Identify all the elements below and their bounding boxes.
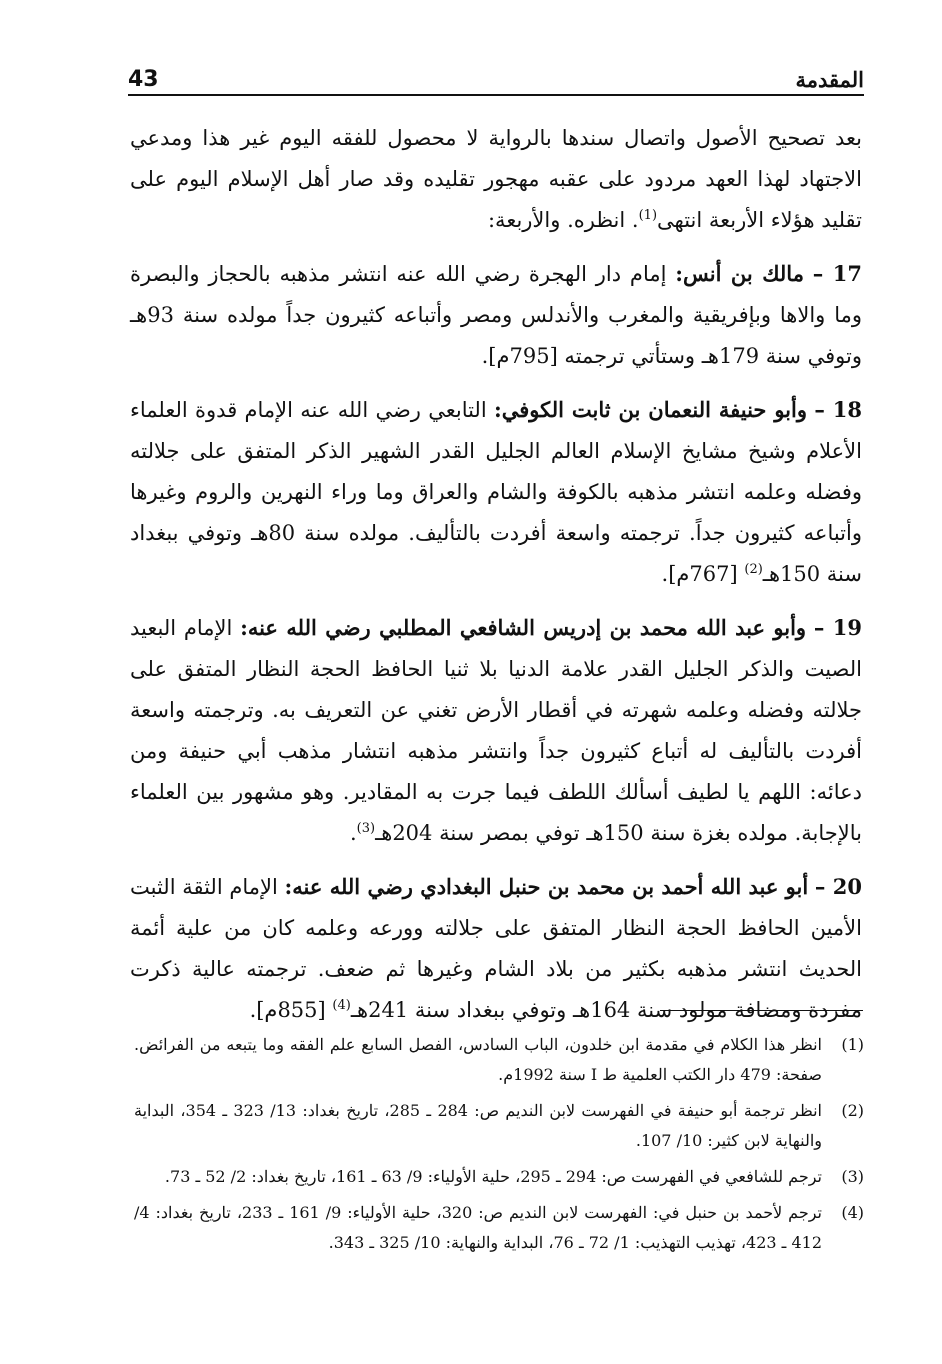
footnote-number: (4)	[841, 1203, 864, 1222]
footnote	[134, 1198, 864, 1258]
footnote-text: ترجم لأحمد بن حنبل في: الفهرست لابن النديم ص: 320، حلية الأولياء: 9/ 161 ـ 233، تاريخ بغداد: 4/ 412 ـ 423، تهذيب التهذيب: 1/ 72 ـ 76، البداية والنهاية: 10/ 325 ـ 343.	[134, 1203, 822, 1252]
footnote-text: ترجم للشافعي في الفهرست ص: 294 ـ 295، حلية الأولياء: 9/ 63 ـ 161، تاريخ بغداد: 2/ 52 ـ 73.	[164, 1167, 822, 1186]
main-text	[130, 118, 862, 1043]
footnote	[134, 1030, 864, 1090]
entry-text-end: [767م].	[661, 562, 745, 586]
footnote-number: (2)	[841, 1101, 864, 1120]
entry-text: إمام دار الهجرة رضي الله عنه انتشر مذهبه بالحجاز والبصرة وما والاها وبإفريقية والمغرب والأندلس ومصر وأتباعه كثيرون جداً مولده سنة 93هـ وتوفي سنة 179هـ وستأتي ترجمته [795م].	[130, 262, 862, 368]
intro-end: . انظره. والأربعة:	[487, 208, 639, 232]
footnote-number: (1)	[841, 1035, 864, 1054]
footnote	[134, 1096, 864, 1156]
entry-name: أبو عبد الله أحمد بن محمد بن حنبل البغدادي رضي الله عنه:	[284, 874, 809, 899]
entry-name: وأبو حنيفة النعمان بن ثابت الكوفي:	[493, 397, 808, 422]
footnote	[134, 1162, 864, 1192]
entry-paragraph	[130, 866, 862, 1031]
entry-paragraph	[130, 607, 862, 854]
entry-name: مالك بن أنس:	[675, 261, 804, 286]
page-header	[128, 58, 864, 92]
footnote-ref-3[interactable]: (3)	[356, 821, 376, 836]
footnote-text: انظر ترجمة أبو حنيفة في الفهرست لابن النديم ص: 284 ـ 285، تاريخ بغداد: 13/ 323 ـ 354، البداية والنهاية لابن كثير: 10/ 107.	[134, 1101, 822, 1150]
footnote-separator	[660, 1010, 863, 1011]
footnote-ref-1[interactable]: (1)	[638, 208, 658, 223]
intro-paragraph	[130, 118, 862, 241]
entry-number: 17 –	[812, 261, 862, 286]
entry-number: 19 –	[813, 615, 862, 640]
entry-name: وأبو عبد الله محمد بن إدريس الشافعي المطلبي رضي الله عنه:	[240, 615, 807, 640]
footnote-number: (3)	[841, 1167, 864, 1186]
entry-paragraph	[130, 253, 862, 377]
entry-number: 18 –	[814, 397, 862, 422]
entry-text-end: .	[349, 821, 357, 845]
entry-text: الإمام الثقة الثبت الأمين الحافظ الحجة النظار المتفق على جلالته وورعه وعلمه كان من علية أئمة الحديث انتشر مذهبه بكثير من بلاد الشام وغيرها ثم ضعف. ترجمته عالية ذكرت مفردة ومضافة مولود سنة 164هـ وتوفي ببغداد سنة 241هـ	[130, 875, 862, 1022]
entry-paragraph	[130, 389, 862, 595]
entry-text: الإمام البعيد الصيت والذكر الجليل القدر علامة الدنيا بلا ثنيا الحافظ الحجة النظار المتفق على جلالته وفضله وعلمه شهرته في أقطار الأرض تغني عن التعريف به. وترجمته واسعة أفردت بالتأليف له أتباع كثيرون جداً وانتشر مذهبه انتشار مذهب أبي حنيفة ومن دعائه: اللهم يا لطيف أسألك اللطف فيما جرت به المقادير. وهو مشهور بين العلماء بالإجابة. مولده بغزة سنة 150هـ توفي بمصر سنة 204هـ	[130, 616, 862, 845]
entry-text-end: [855م].	[249, 998, 333, 1022]
footnote-ref-2[interactable]: (2)	[744, 562, 763, 577]
footnotes	[134, 1030, 864, 1264]
header-rule	[128, 94, 864, 96]
running-title: المقدمة	[795, 67, 864, 92]
page-number: 43	[128, 67, 159, 92]
footnote-text: انظر هذا الكلام في مقدمة ابن خلدون، الباب السادس، الفصل السابع علم الفقه وما يتبعه من الفرائض. صفحة: 479 دار الكتب العلمية ط I سنة 1992م.	[134, 1035, 822, 1084]
footnote-ref-4[interactable]: (4)	[332, 998, 351, 1013]
entry-number: 20 –	[814, 874, 862, 899]
intro-text: بعد تصحيح الأصول واتصال سندها بالرواية لا محصول للفقه اليوم غير هذا ومدعي الاجتهاد لهذا العهد مردود على عقبه مهجور تقليده وقد صار أهل الإسلام اليوم على تقليد هؤلاء الأربعة انتهى	[130, 126, 862, 232]
entry-text: التابعي رضي الله عنه الإمام قدوة العلماء الأعلام وشيخ مشايخ الإسلام العالم الجليل القدر الشهير الذكر المتفق على جلالته وفضله وعلمه انتشر مذهبه بالكوفة والشام والعراق وما وراء النهرين والروم وغيرها وأتباعه كثيرون جداً. ترجمته واسعة أفردت بالتأليف. مولده سنة 80هـ وتوفي ببغداد سنة 150هـ	[130, 398, 862, 586]
